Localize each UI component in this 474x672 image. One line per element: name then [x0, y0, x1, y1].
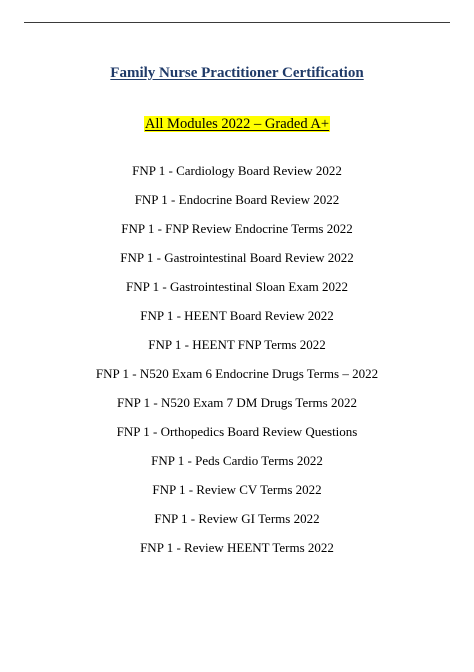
module-item: FNP 1 - Review HEENT Terms 2022: [140, 540, 334, 555]
module-item: FNP 1 - Review GI Terms 2022: [154, 511, 320, 526]
module-item: FNP 1 - Endocrine Board Review 2022: [134, 192, 340, 207]
module-item: FNP 1 - FNP Review Endocrine Terms 2022: [121, 221, 353, 236]
module-item: FNP 1 - Gastrointestinal Sloan Exam 2022: [126, 279, 348, 294]
document-subtitle-row: [0, 115, 474, 133]
document-subtitle: All Modules 2022 – Graded A+: [144, 116, 330, 132]
module-item: FNP 1 - Cardiology Board Review 2022: [132, 163, 342, 178]
module-item: FNP 1 - Gastrointestinal Board Review 2022: [120, 250, 354, 265]
module-item: FNP 1 - HEENT FNP Terms 2022: [148, 337, 326, 352]
module-item: FNP 1 - Review CV Terms 2022: [152, 482, 322, 497]
module-item: FNP 1 - Peds Cardio Terms 2022: [151, 453, 323, 468]
module-list: [0, 156, 474, 562]
header-divider: [24, 22, 450, 23]
module-item: FNP 1 - N520 Exam 7 DM Drugs Terms 2022: [117, 395, 357, 410]
module-item: FNP 1 - N520 Exam 6 Endocrine Drugs Terms – 2022: [95, 366, 379, 381]
module-item: FNP 1 - Orthopedics Board Review Questions: [116, 424, 358, 439]
document-title: Family Nurse Practitioner Certification: [110, 65, 364, 81]
module-item: FNP 1 - HEENT Board Review 2022: [140, 308, 334, 323]
document-title-row: [0, 64, 474, 82]
